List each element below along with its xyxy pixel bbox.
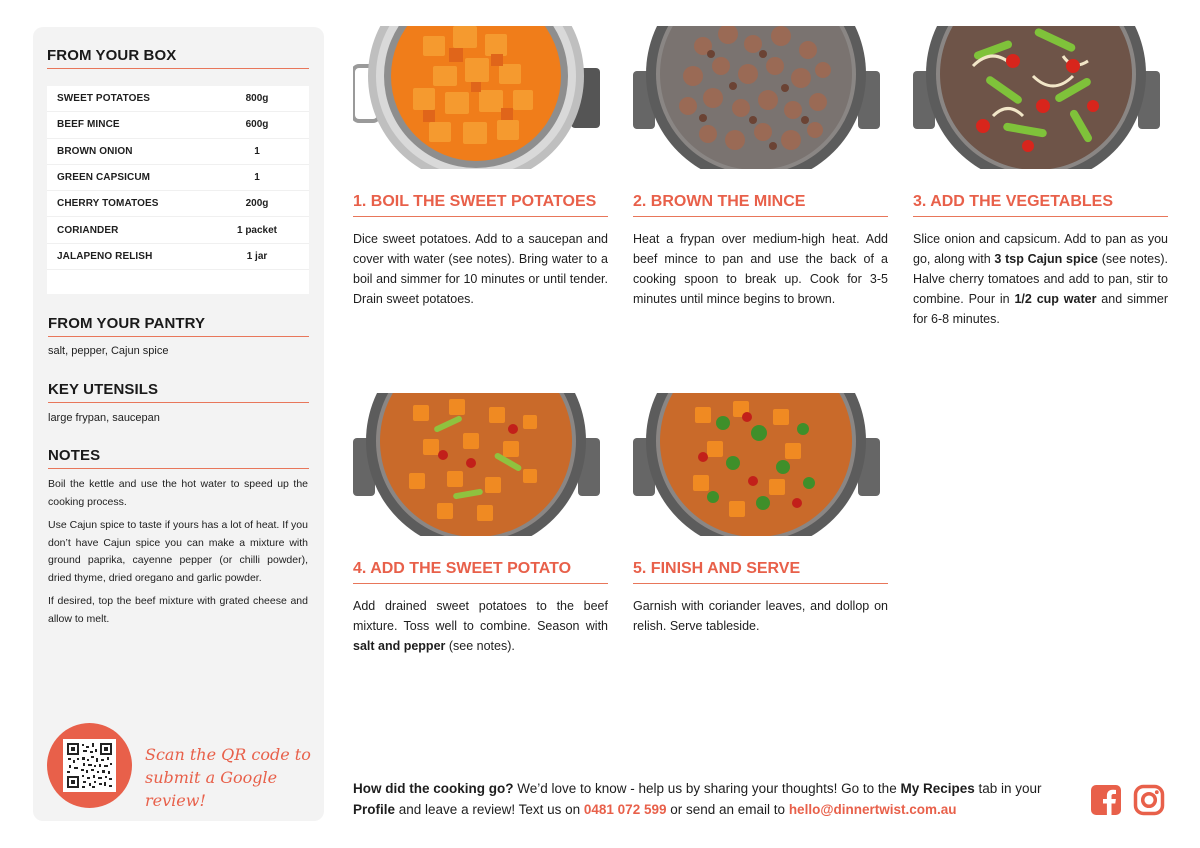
ingredient-name: BEEF MINCE <box>57 119 120 131</box>
step-1-photo <box>353 26 600 169</box>
ingredient-qty: 600g <box>245 119 269 131</box>
sidebar <box>33 27 324 821</box>
footer-profile: Profile <box>353 802 396 817</box>
step-text: (see notes). Halve cherry tomatoes and add to pan, stir to combine. Pour in <box>913 252 1168 306</box>
step-2 <box>633 26 888 309</box>
step-3-title: 3. ADD THE VEGETABLES <box>913 193 1168 217</box>
step-5-photo <box>633 393 880 536</box>
email-link[interactable]: hello@dinnertwist.com.au <box>788 802 957 817</box>
step-5 <box>633 393 888 636</box>
qr-caption <box>145 743 324 812</box>
ingredient-qty: 1 <box>254 145 260 157</box>
step-5-title: 5. FINISH AND SERVE <box>633 560 888 584</box>
step-4-title: 4. ADD THE SWEET POTATO <box>353 560 608 584</box>
step-5-body <box>633 596 888 636</box>
step-text: Garnish with coriander leaves, and dollop on relish. Serve tableside. <box>633 599 888 633</box>
phone-number-link[interactable]: 0481 072 599 <box>583 802 667 817</box>
step-4-body <box>353 596 608 656</box>
ingredient-row <box>47 139 309 165</box>
note-paragraph: If desired, top the beef mixture with grated cheese and allow to melt. <box>48 595 308 625</box>
ingredient-qty: 200g <box>245 198 269 210</box>
notes-body <box>48 476 308 634</box>
footer-my-recipes: My Recipes <box>900 781 975 796</box>
footer-text: and leave a review! Text us on <box>395 802 584 817</box>
step-text: Add drained sweet potatoes to the beef mixture. Toss well to combine. Season with <box>353 599 608 633</box>
utensils-text: large frypan, saucepan <box>48 412 160 424</box>
step-3 <box>913 26 1168 329</box>
step-4 <box>353 393 608 656</box>
ingredient-name: SWEET POTATOES <box>57 93 151 105</box>
qr-code[interactable] <box>63 739 116 792</box>
ingredient-qty: 1 <box>254 172 260 184</box>
step-2-body <box>633 229 888 309</box>
ingredient-name: GREEN CAPSICUM <box>57 172 151 184</box>
ingredient-qty: 800g <box>245 93 269 105</box>
step-1 <box>353 26 608 309</box>
ingredient-name: CORIANDER <box>57 224 119 236</box>
footer-question: How did the cooking go? <box>353 781 514 796</box>
instagram-icon[interactable] <box>1133 784 1165 816</box>
ingredient-qty: 1 packet <box>236 224 278 236</box>
review-footer <box>353 778 1073 820</box>
from-your-box-title: FROM YOUR BOX <box>47 47 309 69</box>
step-text: Heat a frypan over medium-high heat. Add beef mince to pan and use the back of a cooking spoon to break up. Cook for 3-5 minutes until mince begins to brown. <box>633 232 888 306</box>
ingredients-table <box>47 86 309 294</box>
pantry-text: salt, pepper, Cajun spice <box>48 345 169 357</box>
ingredient-row <box>47 244 309 270</box>
key-utensils-title: KEY UTENSILS <box>48 381 309 403</box>
qr-code-pattern <box>65 741 114 790</box>
qr-badge <box>47 723 132 808</box>
step-highlight: 3 tsp Cajun spice <box>994 252 1098 266</box>
footer-text: We’d love to know - help us by sharing your thoughts! Go to the <box>513 781 901 796</box>
step-2-photo <box>633 26 880 169</box>
note-paragraph: Use Cajun spice to taste if yours has a lot of heat. If you don’t have Cajun spice you can make a mixture with ground paprika, cayenne pepper (or chilli powder), dried thyme, dried oregano and garlic powder. <box>48 519 308 584</box>
step-highlight: salt and pepper <box>353 639 446 653</box>
step-1-body <box>353 229 608 309</box>
step-3-body <box>913 229 1168 329</box>
footer-text: or send an email to <box>666 802 789 817</box>
ingredient-row <box>47 86 309 112</box>
step-4-photo <box>353 393 600 536</box>
note-paragraph: Boil the kettle and use the hot water to speed up the cooking process. <box>48 478 308 508</box>
ingredient-row <box>47 112 309 138</box>
ingredient-name: CHERRY TOMATOES <box>57 198 159 210</box>
ingredient-name: JALAPENO RELISH <box>57 250 153 262</box>
footer-text: tab in your <box>974 781 1042 796</box>
step-2-title: 2. BROWN THE MINCE <box>633 193 888 217</box>
step-3-photo <box>913 26 1160 169</box>
ingredient-qty: 1 jar <box>246 250 268 262</box>
step-text: Slice onion and capsicum. Add to pan as you go, along with <box>913 232 1168 266</box>
notes-title: NOTES <box>48 447 309 469</box>
qr-caption-line: Scan the QR code to <box>145 745 311 764</box>
facebook-icon[interactable] <box>1090 784 1122 816</box>
ingredient-row <box>47 191 309 217</box>
step-highlight: 1/2 cup water <box>1014 292 1097 306</box>
step-text: Dice sweet potatoes. Add to a saucepan and cover with water (see notes). Bring water to a boil and simmer for 10 minutes or until tender. Drain sweet potatoes. <box>353 232 608 306</box>
step-text: and simmer for 6-8 minutes. <box>913 292 1168 326</box>
ingredient-name: BROWN ONION <box>57 145 133 157</box>
step-text: (see notes). <box>445 639 515 653</box>
from-your-pantry-title: FROM YOUR PANTRY <box>48 315 309 337</box>
ingredient-row <box>47 165 309 191</box>
qr-caption-line: submit a Google review! <box>145 768 278 810</box>
step-1-title: 1. BOIL THE SWEET POTATOES <box>353 193 608 217</box>
ingredient-row <box>47 217 309 243</box>
